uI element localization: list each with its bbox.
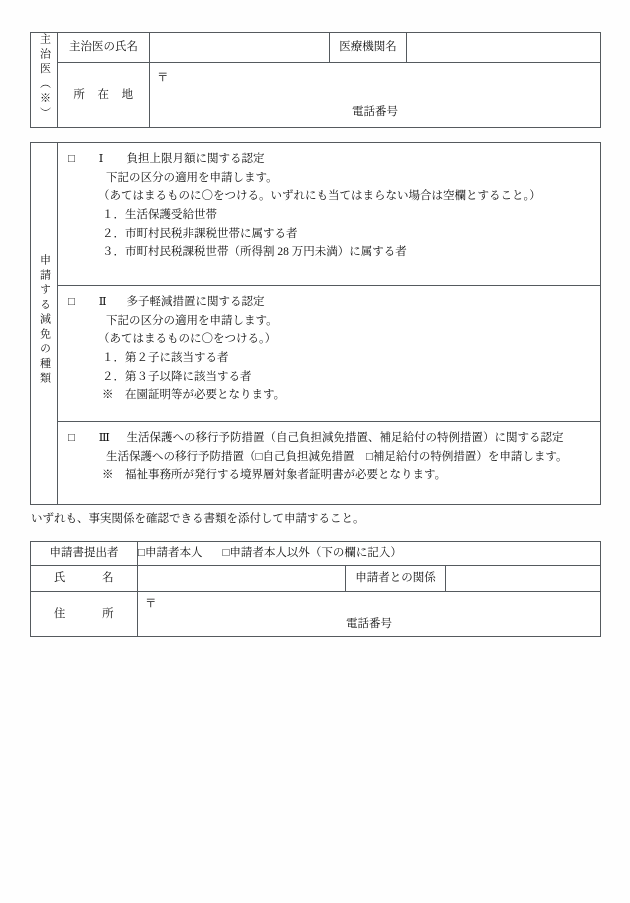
table-row <box>31 542 601 566</box>
submitter-label: 申請書提出者 <box>31 542 138 566</box>
submitter-tel-label: 電話番号 <box>346 618 392 631</box>
item-1-line-2: （あてはまるものに〇をつける。いずれにも当てはまらない場合は空欄とすること。） <box>98 190 541 203</box>
doctor-tel-label: 電話番号 <box>352 106 398 119</box>
table-row <box>31 33 601 63</box>
medical-institution-input[interactable] <box>407 33 601 63</box>
table-row <box>31 62 601 127</box>
table-row <box>31 422 601 505</box>
postal-mark-icon: 〒 <box>145 598 157 610</box>
relation-input[interactable] <box>446 566 601 592</box>
submitter-self-checkbox[interactable]: □申請者本人 <box>138 547 203 560</box>
item-2-line-2: （あてはまるものに〇をつける。） <box>98 333 277 346</box>
item-2-numeral: Ⅱ <box>98 296 107 308</box>
item-1-line-1: 下記の区分の適用を申請します。 <box>106 171 278 184</box>
item-2-heading <box>68 293 592 312</box>
doctor-vertical-label <box>31 33 58 128</box>
submitter-other-checkbox[interactable]: □申請者本人以外（下の欄に記入） <box>222 547 402 560</box>
medical-institution-label: 医療機関名 <box>330 33 407 63</box>
item-1-numeral: Ⅰ <box>98 153 104 165</box>
item-1-option-1[interactable]: １．生活保護受給世帯 <box>102 208 217 221</box>
doctor-name-input[interactable] <box>150 33 330 63</box>
item-1-option-3[interactable]: ３．市町村民税課税世帯（所得割 28 万円未満）に属する者 <box>102 246 407 259</box>
doctor-address-label: 所 在 地 <box>58 62 150 127</box>
item-1-heading <box>68 150 592 169</box>
item-3-heading <box>68 429 592 448</box>
reduction-item-3 <box>58 422 601 505</box>
item-2-line-1: 下記の区分の適用を申請します。 <box>106 314 278 327</box>
table-row <box>31 286 601 422</box>
item-2-checkbox[interactable]: □ <box>68 296 75 308</box>
attachment-note: いずれも、事実関係を確認できる書類を添付して申請すること。 <box>31 513 365 525</box>
item-3-checkbox[interactable]: □ <box>68 432 75 444</box>
item-3-title: 生活保護への移行予防措置（自己負担減免措置、補足給付の特例措置）に関する認定 <box>126 432 564 444</box>
reduction-item-1 <box>58 143 601 286</box>
submitter-address-input[interactable] <box>138 592 601 637</box>
reduction-item-2 <box>58 286 601 422</box>
reduction-type-table <box>30 142 601 505</box>
item-1-option-2[interactable]: ２．市町村民税非課税世帯に属する者 <box>102 227 298 240</box>
item-2-option-1[interactable]: １．第２子に該当する者 <box>102 351 229 364</box>
submitter-checkbox-group <box>138 542 601 566</box>
reduction-vertical-label-text: 申請する減免の種類 <box>38 254 51 387</box>
submitter-name-input[interactable] <box>138 566 346 592</box>
doctor-name-label: 主治医の氏名 <box>58 33 150 63</box>
submitter-table <box>30 541 601 637</box>
doctor-vertical-label-text: 主治医（※） <box>38 33 51 122</box>
item-2-note-1: ※ 在園証明等が必要となります。 <box>102 389 286 402</box>
item-2-option-2[interactable]: ２．第３子以降に該当する者 <box>102 370 252 383</box>
item-3-note-1: ※ 福祉事務所が発行する境界層対象者証明書が必要となります。 <box>102 469 447 482</box>
item-2-title: 多子軽減措置に関する認定 <box>126 296 265 308</box>
item-1-title: 負担上限月額に関する認定 <box>126 153 265 165</box>
postal-mark-icon: 〒 <box>157 71 169 84</box>
submitter-address-label: 住 所 <box>31 592 138 637</box>
relation-label: 申請者との関係 <box>346 566 446 592</box>
doctor-table <box>30 32 601 128</box>
table-row <box>31 143 601 286</box>
item-3-numeral: Ⅲ <box>98 432 110 444</box>
reduction-vertical-label <box>31 143 58 505</box>
item-3-line-1[interactable]: 生活保護への移行予防措置（□自己負担減免措置 □補足給付の特例措置）を申請します。 <box>106 450 568 463</box>
item-1-checkbox[interactable]: □ <box>68 153 75 165</box>
table-row <box>31 592 601 637</box>
submitter-name-label: 氏 名 <box>31 566 138 592</box>
table-row <box>31 566 601 592</box>
doctor-address-input[interactable] <box>150 62 601 127</box>
